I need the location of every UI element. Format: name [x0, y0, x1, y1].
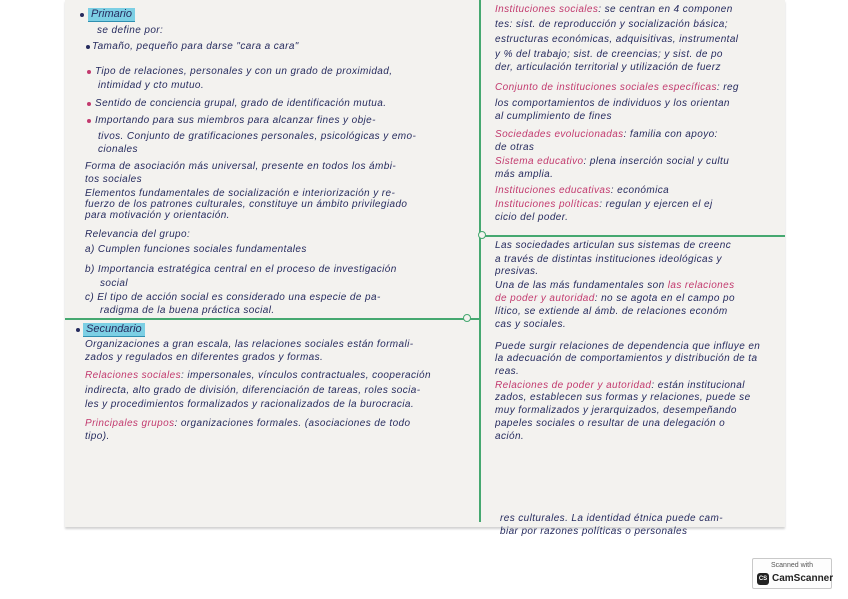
pink-heading: las relaciones: [667, 280, 735, 291]
pink-heading: Sistema educativo: [495, 156, 584, 167]
line-text: der, articulación territorial y utilización de fuerz: [495, 62, 721, 73]
bullet-dot: [80, 13, 84, 17]
line-text: reas.: [495, 366, 520, 377]
text-line: [85, 418, 410, 430]
bullet-dot: [87, 70, 91, 74]
line-text: : no se agota en el campo po: [594, 293, 735, 304]
heading-secundario: Secundario: [83, 323, 145, 337]
text-line: [85, 352, 323, 364]
text-line: [495, 353, 757, 365]
watermark-caption: Scanned with: [770, 562, 814, 569]
text-line: [85, 264, 397, 276]
text-line: [495, 169, 553, 181]
text-line: [85, 385, 420, 397]
text-line: [85, 292, 381, 304]
text-line: [100, 278, 128, 290]
text-line: [495, 156, 729, 168]
pink-heading: Conjunto de instituciones sociales específicas: [495, 82, 717, 93]
line-text: papeles sociales o resultar de una delegación o: [495, 418, 726, 429]
text-line: [495, 254, 722, 266]
line-text: de otras: [495, 142, 535, 153]
text-line: [100, 305, 275, 317]
text-line: [495, 98, 730, 110]
text-line: [495, 185, 669, 197]
divider-ring-right: [478, 231, 486, 239]
line-text: zados, establecen sus formas y relaciones, puede se: [495, 392, 751, 403]
line-text: más amplia.: [495, 169, 554, 180]
text-line: [495, 199, 713, 211]
line-text: se define por:: [97, 25, 164, 36]
line-text: Tamaño, pequeño para darse "cara a cara": [92, 41, 299, 52]
line-text: lítico, se extiende al ámb. de relaciones económ: [495, 306, 728, 317]
line-text: : regulan y ejercen el ej: [599, 199, 713, 210]
right-column: [495, 0, 785, 527]
line-text: Importando para sus miembros para alcanzar fines y obje-: [95, 115, 376, 126]
line-text: Tipo de relaciones, personales y con un grado de proximidad,: [95, 66, 393, 77]
line-text: tos sociales: [85, 174, 143, 185]
text-line: [495, 19, 728, 31]
line-text: a través de distintas instituciones ideológicas y: [495, 254, 722, 265]
line-text: tes: sist. de reproducción y socialización básica;: [495, 19, 728, 30]
bullet-dot: [87, 119, 91, 123]
text-line: [495, 405, 737, 417]
text-line: [500, 513, 723, 525]
text-line: [495, 266, 539, 278]
text-line: [85, 210, 230, 222]
line-text: cicio del poder.: [495, 212, 569, 223]
line-text: les y procedimientos formalizados y racionalizados de la burocracia.: [85, 399, 415, 410]
text-line: [495, 49, 723, 61]
text-line: [85, 399, 414, 411]
line-text: tivos. Conjunto de gratificaciones personales, psicológicas y emo-: [98, 131, 417, 142]
text-line: [495, 62, 721, 74]
pink-heading: Principales grupos: [85, 418, 175, 429]
camscanner-logo-icon: CS: [757, 573, 769, 585]
line-text: : plena inserción social y cultu: [583, 156, 730, 167]
watermark-brand: CamScanner: [772, 573, 834, 584]
line-text: y % del trabajo; sist. de creencias; y sist. de po: [495, 49, 723, 60]
text-line: [495, 4, 733, 16]
pink-heading: Relaciones de poder y autoridad: [495, 380, 652, 391]
text-line: [98, 131, 416, 143]
line-text: muy formalizados y jerarquizados, desempeñando: [495, 405, 737, 416]
pink-heading: de poder y autoridad: [495, 293, 595, 304]
pink-heading: Instituciones políticas: [495, 199, 600, 210]
line-text: Sentido de conciencia grupal, grado de identificación mutua.: [95, 98, 387, 109]
line-text: Elementos fundamentales de socialización e interiorización y re-: [85, 188, 396, 199]
line-text: fuerzo de los patrones culturales, constituye un ámbito privilegiado: [85, 199, 408, 210]
line-text: res culturales. La identidad étnica puede cam-: [500, 513, 723, 524]
left-column: [65, 0, 478, 527]
line-text: estructuras económicas, adquisitivas, instrumental: [495, 34, 739, 45]
line-text: Puede surgir relaciones de dependencia que influye en: [495, 341, 761, 352]
pink-heading: Sociedades evolucionadas: [495, 129, 624, 140]
text-line: [495, 280, 735, 292]
text-line: [85, 161, 396, 173]
text-line: [85, 244, 307, 256]
text-line: [495, 111, 612, 123]
text-line: [95, 98, 386, 110]
text-line: [495, 306, 728, 318]
text-line: [495, 212, 568, 224]
scanned-page: [65, 0, 785, 527]
pink-heading: Relaciones sociales: [85, 370, 181, 381]
line-text: c) El tipo de acción social es considerado una especie de pa-: [85, 292, 381, 303]
camscanner-watermark: [752, 558, 832, 589]
pink-heading: Instituciones sociales: [495, 4, 599, 15]
text-line: [98, 144, 138, 156]
text-line: [495, 82, 739, 94]
line-text: Las sociedades articulan sus sistemas de creenc: [495, 240, 732, 251]
line-text: radigma de la buena práctica social.: [100, 305, 275, 316]
line-text: b) Importancia estratégica central en el proceso de investigación: [85, 264, 397, 275]
text-line: [85, 339, 413, 351]
line-text: social: [100, 278, 128, 289]
text-line: [85, 229, 190, 241]
column-divider-line: [479, 0, 481, 522]
line-text: los comportamientos de individuos y los orientan: [495, 98, 730, 109]
text-line: [495, 341, 760, 353]
text-line: [95, 115, 376, 127]
text-line: [495, 366, 519, 378]
bullet-dot: [86, 45, 90, 49]
line-text: Organizaciones a gran escala, las relaciones sociales están formali-: [85, 339, 414, 350]
line-text: intimidad y cto mutuo.: [98, 80, 205, 91]
line-text: : económica: [610, 185, 670, 196]
text-line: [85, 370, 431, 382]
text-line: [500, 526, 687, 538]
line-text: Relevancia del grupo:: [85, 229, 191, 240]
text-line: [495, 293, 735, 305]
line-text: : familia con apoyo:: [623, 129, 718, 140]
text-line: [85, 431, 110, 443]
line-text: : reg: [716, 82, 739, 93]
line-text: a) Cumplen funciones sociales fundamentales: [85, 244, 307, 255]
line-text: : se centran en 4 componen: [598, 4, 733, 15]
text-line: [495, 240, 731, 252]
bullet-dot: [76, 328, 80, 332]
line-text: biar por razones políticas o personales: [500, 526, 688, 537]
pink-heading: Instituciones educativas: [495, 185, 611, 196]
line-text: Forma de asociación más universal, presente en todos los ámbi-: [85, 161, 397, 172]
text-line: [495, 142, 534, 154]
line-text: ación.: [495, 431, 525, 442]
text-line: [85, 174, 142, 186]
text-line: [495, 129, 718, 141]
line-text: tipo).: [85, 431, 110, 442]
text-line: [495, 319, 566, 331]
heading-primario: Primario: [88, 8, 135, 22]
text-line: [495, 392, 751, 404]
line-text: para motivación y orientación.: [85, 210, 230, 221]
text-line: [495, 34, 738, 46]
line-text: Una de las más fundamentales son: [495, 280, 668, 291]
line-text: presivas.: [495, 266, 539, 277]
line-text: cionales: [98, 144, 138, 155]
line-text: indirecta, alto grado de división, diferenciación de tareas, roles socia-: [85, 385, 421, 396]
line-text: : están institucional: [651, 380, 745, 391]
line-text: : impersonales, vínculos contractuales, cooperación: [180, 370, 431, 381]
text-line: [495, 380, 745, 392]
text-line: [92, 41, 299, 53]
text-line: [98, 80, 204, 92]
line-text: cas y sociales.: [495, 319, 567, 330]
line-text: al cumplimiento de fines: [495, 111, 612, 122]
text-line: [97, 25, 163, 37]
bullet-dot: [87, 102, 91, 106]
text-line: [95, 66, 392, 78]
line-text: la adecuación de comportamientos y distribución de ta: [495, 353, 758, 364]
line-text: : organizaciones formales. (asociaciones de todo: [174, 418, 411, 429]
line-text: zados y regulados en diferentes grados y formas.: [85, 352, 324, 363]
text-line: [495, 431, 524, 443]
text-line: [495, 418, 725, 430]
